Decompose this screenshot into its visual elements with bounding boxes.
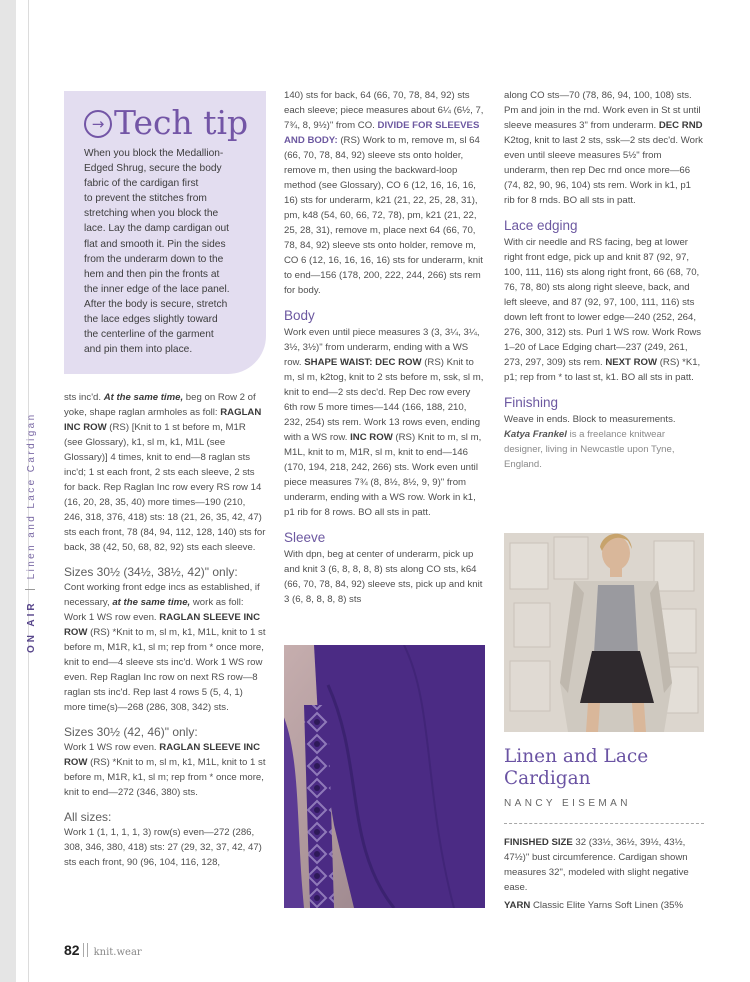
design-title: Linen and Lace Cardigan <box>504 746 649 789</box>
designer-name: NANCY EISEMAN <box>504 798 631 809</box>
tech-tip-line: hem and then pin the fronts at <box>84 268 220 280</box>
dashed-divider <box>504 823 704 824</box>
page-footer <box>64 942 142 958</box>
finishing-paragraph: Weave in ends. Block to measurements. <box>504 414 676 425</box>
tech-tip-line: the inner edge of the lace panel. <box>84 283 230 295</box>
tech-tip-title: Tech tip <box>114 103 249 142</box>
tech-tip-line: and pin them into place. <box>84 344 193 356</box>
sleeve-heading: Sleeve <box>284 530 326 545</box>
body-paragraph: Work even until piece measures 3 (3, 3¼, 3¼, 3½, 3½)" from underarm, ending with a WS row. SHAPE WAIST: DEC ROW (RS) Knit to m, sl m, k2tog, knit to 2 sts before m, ssk, sl m, knit to end—2 sts dec'd. Rep Dec row every 6th row 5 more times—144 (166, 188, 210, 232, 254) sts rem. Work 13 rows even, ending with a WS row. INC ROW (RS) Knit to m, sl m, M1L, knit to m, M1R, sl m, knit to end—146 (170, 194, 218, 242, 266) sts. Work even until piece measures 7¾ (8, 8½, 8½, 9, 9)" from underarm, ending with a WS row. Work in k1, p1 rib for 8 rows. BO all sts in patt. <box>284 327 484 518</box>
column-1 <box>64 390 266 870</box>
section-side-label <box>25 323 41 653</box>
tech-tip-line: After the body is secure, stretch <box>84 298 228 310</box>
finishing-heading: Finishing <box>504 395 559 410</box>
tech-tip-box <box>64 91 266 374</box>
sizes-heading-a: Sizes 30½ (34½, 38½, 42)" only: <box>64 565 238 579</box>
tech-tip-line: Edged Shrug, secure the body <box>84 163 222 175</box>
tech-tip-line: the centerline of the garment <box>84 329 214 341</box>
tech-tip-line: flat and smooth it. Pin the sides <box>84 238 226 250</box>
model-photo <box>504 533 704 732</box>
sizes-paragraph-b: Work 1 WS row even. RAGLAN SLEEVE INC ROW (RS) *Knit to m, sl m, k1, M1L, knit to 1 st before m, M1R, k1, sl m; rep from * once more, knit to end—272 (346, 380) sts. <box>64 742 266 798</box>
tech-tip-text <box>84 146 266 357</box>
tech-tip-line: fabric of the cardigan first <box>84 178 199 190</box>
specs-block <box>504 835 704 913</box>
tech-tip-line: to prevent the stitches from <box>84 193 207 205</box>
sizes-heading-all: All sizes: <box>64 810 112 824</box>
model-illustration <box>504 533 704 732</box>
tech-tip-line: stretching when you block the <box>84 208 219 220</box>
raglan-paragraph: sts inc'd. At the same time, beg on Row 2 of yoke, shape raglan armholes as foll: RAGLAN INC ROW (RS) [Knit to 1 st before m, M1R (see Glossary), k1, sl m, k1, M1L (see Glossary)] 4 times, knit to end—8 raglan sts inc'd; 1 st each front, 2 sts each sleeve, 2 sts for back. Rep Raglan Inc row every RS row 14 (16, 20, 28, 35, 40) more times—190 (210, 246, 318, 376, 418) sts: 18 (21, 26, 35, 42, 47) sts each front, 78 (84, 94, 112, 128, 140) sts for back, 38 (42, 50, 68, 82, 92) sts each sleeve. <box>64 392 266 553</box>
body-heading: Body <box>284 308 315 323</box>
tech-tip-line: lace. Lay the damp cardigan out <box>84 223 229 235</box>
column-2 <box>284 88 485 607</box>
finished-size: FINISHED SIZE 32 (33½, 36½, 39½, 43½, 47½)" bust circumference. Cardigan shown measures 32", modeled with slight negative ease. <box>504 837 689 893</box>
all-sizes-paragraph: Work 1 (1, 1, 1, 1, 3) row(s) even—272 (286, 308, 346, 380, 418) sts: 27 (29, 32, 37, 42, 47) sts each front, 90 (96, 104, 116, 128, <box>64 827 262 868</box>
section-title: Linen and Lace Cardigan <box>26 412 37 580</box>
tech-tip-line: When you block the Medallion- <box>84 148 224 159</box>
magazine-name: knit.wear <box>93 947 142 958</box>
section-label: ON AIR <box>26 600 37 653</box>
designer-bio: Katya Frankel is a freelance knitwear designer, living in Newcastle upon Tyne, England. <box>504 429 675 470</box>
lace-edging-heading: Lace edging <box>504 218 578 233</box>
tech-tip-line: from the underarm down to the <box>84 253 224 265</box>
page-number: 82 <box>64 942 80 958</box>
sleeve-cont-paragraph: along CO sts—70 (78, 86, 94, 100, 108) sts. Pm and join in the rnd. Work even in St st until sleeve measures 3" from underarm. DEC RND K2tog, knit to last 2 sts, ssk—2 sts dec'd. Work even until sleeve measures 5½" from underarm, then rep Dec rnd once more—66 (74, 82, 90, 96, 104) sts rem. Work in k1, p1 rib for 8 rnds. BO all sts in patt. <box>504 90 703 206</box>
sleeve-paragraph: With dpn, beg at center of underarm, pick up and knit 3 (6, 8, 8, 8, 8) sts along CO sts, k64 (66, 70, 78, 84, 92) sleeve sts, pick up and knit 3 (6, 8, 8, 8, 8) sts <box>284 549 483 605</box>
lace-edging-paragraph: With cir needle and RS facing, beg at lower right front edge, pick up and knit 87 (92, 97, 100, 111, 116) sts along right front, 66 (68, 70, 76, 78, 80) sts along right sleeve, back, and left sleeve, and 87 (92, 97, 100, 111, 116) sts down left front to lower edge—240 (252, 264, 276, 300, 312) sts. Purl 1 WS row. Work Rows 1–20 of Lace Edging chart—237 (249, 261, 273, 297, 309) sts rem. NEXT ROW (RS) *K1, p1; rep from * to last st, k1. BO all sts in patt. <box>504 237 702 383</box>
divide-paragraph: 140) sts for back, 64 (66, 70, 78, 84, 92) sts each sleeve; piece measures about 6¼ (6½, 7, 7¾, 8, 9½)" from CO. DIVIDE FOR SLEEVES AND BODY: (RS) Work to m, remove m, sl 64 (66, 70, 78, 84, 92) sleeve sts onto holder, remove m, then using the backward-loop method (see Glossary), CO 6 (12, 16, 16, 16, 16) sts for underarm, k21 (21, 22, 25, 28, 31), pm, k48 (54, 60, 66, 72, 78), pm, k21 (21, 22, 25, 28, 31), remove m, place next 64 (66, 70, 78, 84, 92) sleeve sts onto holder, remove m, CO 6 (12, 16, 16, 16, 16) sts for underarm, knit to end—156 (178, 200, 222, 244, 266) sts rem for body. <box>284 90 484 296</box>
page-edge-band <box>0 0 16 982</box>
tech-tip-heading <box>84 103 248 142</box>
sizes-paragraph-a: Cont working front edge incs as established, if necessary, at the same time, work as foll: Work 1 WS row even. RAGLAN SLEEVE INC ROW (RS) *Knit to m, sl m, k1, M1L, knit to 1 st before m, M1R, k1, sl m; rep from * once more, knit to end—4 sleeve sts inc'd. Work 1 WS row even. Rep Raglan Inc row on next RS row—8 raglan sts inc'd. Rep last 4 rows 5 (5, 4, 1) more time(s)—268 (286, 308, 342) sts. <box>64 582 266 713</box>
yarn-spec: YARN Classic Elite Yarns Soft Linen (35% <box>504 900 683 911</box>
sizes-heading-b: Sizes 30½ (42, 46)" only: <box>64 725 198 739</box>
lace-detail-photo <box>284 645 485 908</box>
arrow-right-icon: → <box>84 110 112 138</box>
tech-tip-line: the lace edges slightly toward <box>84 314 218 326</box>
lace-detail-illustration <box>284 645 485 908</box>
column-3 <box>504 88 704 472</box>
